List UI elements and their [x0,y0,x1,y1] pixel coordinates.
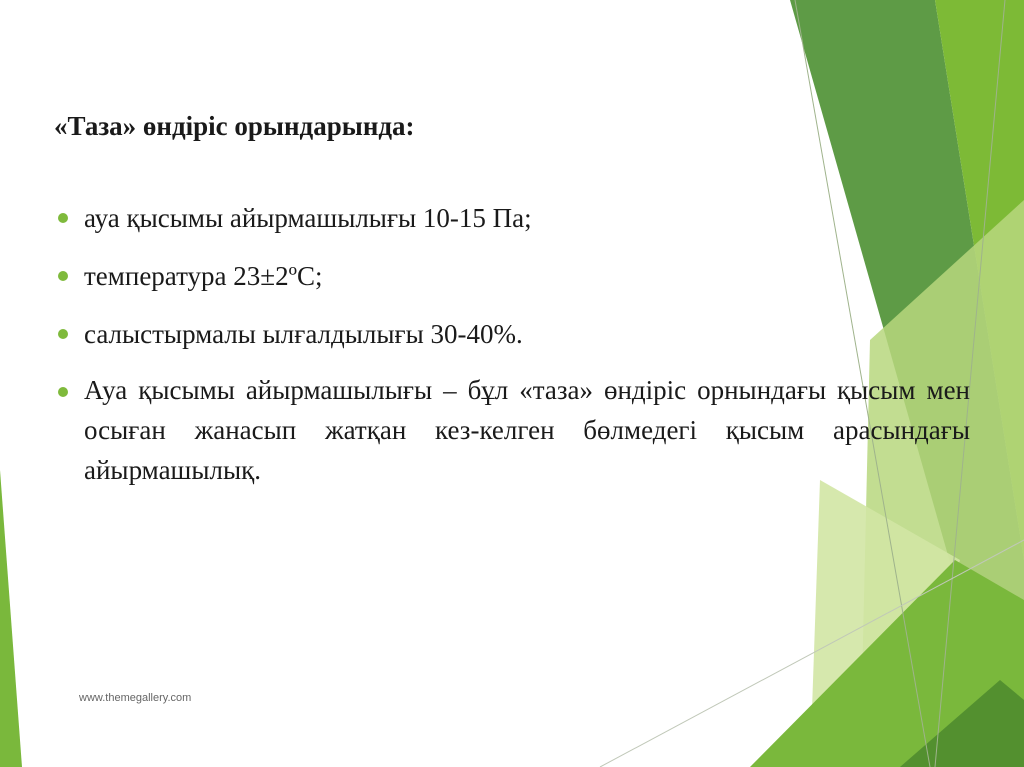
decor-left-green-triangle [0,470,22,767]
bullet-list [50,196,970,490]
bullet-item [50,196,970,240]
footer-url: www.themegallery.com [79,692,192,704]
bullet-text: Ауа қысымы айырмашылығы – бұл «таза» өндіріс орнындағы қысым мен осыған жанасып жатқан кез-келген бөлмедегі қысым арасындағы айырмашылық. [84,375,970,486]
bullet-icon [58,271,68,281]
bullet-text: температура 23±2ºС; [84,261,323,292]
bullet-item [50,254,970,298]
bullet-item [50,370,970,490]
bullet-icon [58,387,68,397]
bullet-icon [58,213,68,223]
slide-content [50,100,970,504]
bullet-icon [58,329,68,339]
slide-heading: «Таза» өндіріс орындарында: [54,111,415,141]
bullet-text: салыстырмалы ылғалдылығы 30-40%. [84,319,523,350]
bullet-text: ауа қысымы айырмашылығы 10-15 Па; [84,203,532,234]
bullet-item [50,312,970,356]
